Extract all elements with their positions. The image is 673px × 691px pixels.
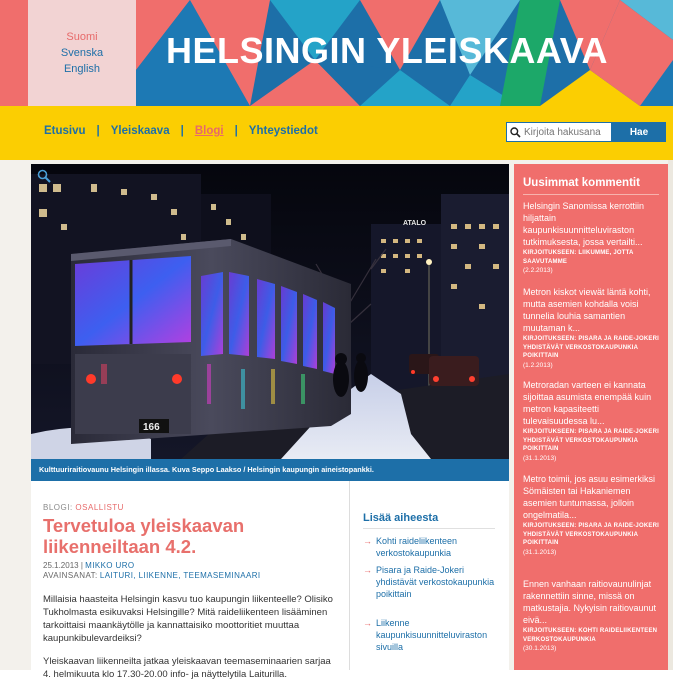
- meta-separator: |: [80, 561, 83, 570]
- image-caption: Kulttuuriraitiovaunu Helsingin illassa. Kuva Seppo Laakso / Helsingin kaupungin aineistopankki.: [31, 459, 509, 481]
- nav-separator: |: [234, 125, 238, 137]
- article-paragraph: Millaisia haasteita Helsingin kasvu tuo kaupungin liikenteelle? Olisiko Tukholmasta esikuvaksi Helsingille? Mitä raideliikenteen lisääminen tarkoittaisi maankäytölle ja kannattaisiko moottoritiet muuttaa kaupunkibulevardeiksi?: [43, 594, 333, 644]
- arrow-icon: →: [363, 536, 372, 546]
- related-link[interactable]: [363, 535, 498, 559]
- lang-english[interactable]: English: [63, 63, 101, 75]
- related-link-label: Liikenne kaupunkisuunnitteluviraston sivuilla: [376, 618, 488, 652]
- comment-text[interactable]: Metro toimii, jos asuu esimerkiksi Sömäisten tai Hakaniemen asemien tuntumassa, jolloin ongelmatila...: [523, 474, 656, 520]
- comment-text[interactable]: Metroradan varteen ei kannata sijoittaa asumista enempää kuin metron kapasiteetti tulevaisuudessa lu...: [523, 380, 652, 426]
- comment-date: (1.2.2013): [523, 361, 553, 369]
- article-keywords[interactable]: LAITURI, LIIKENNE, TEEMASEMINAARI: [99, 571, 261, 580]
- site-title[interactable]: HELSINGIN YLEISKAAVA: [166, 30, 609, 71]
- breadcrumb-category[interactable]: OSALLISTU: [75, 503, 124, 512]
- comment-item: [523, 200, 659, 275]
- keywords-label: AVAINSANAT:: [43, 571, 98, 580]
- breadcrumb: [43, 503, 124, 512]
- search-box: [506, 122, 666, 142]
- site-header: [0, 0, 673, 106]
- search-icon: [510, 127, 521, 138]
- article-author[interactable]: MIKKO URO: [85, 561, 135, 570]
- breadcrumb-section: BLOGI:: [43, 503, 73, 512]
- arrow-icon: →: [363, 618, 372, 628]
- search-input[interactable]: [521, 127, 604, 138]
- nav-yleiskaava[interactable]: Yleiskaava: [110, 125, 170, 137]
- related-divider: [363, 528, 495, 529]
- arrow-icon: →: [363, 565, 372, 575]
- comment-item: [523, 379, 659, 463]
- language-switcher: [28, 0, 136, 106]
- comment-text[interactable]: Helsingin Sanomissa kerrottiin hiljattain kaupunkisuunnitteluviraston tutkimuksesta, jossa vertailti...: [523, 201, 645, 247]
- comments-divider: [523, 194, 659, 195]
- comment-text[interactable]: Metron kiskot viewät läntä kohti, mutta asemien kohdalla voisi tunnelia louhia samantien muutaman k...: [523, 287, 651, 333]
- comment-item: [523, 578, 659, 653]
- tram-photo: [31, 164, 509, 459]
- comment-source[interactable]: KIRJOITUKSEEN: KOHTI RAIDELIIKENTEEN VERKOSTOKAUPUNKIA: [523, 628, 658, 643]
- search-field: [506, 122, 612, 142]
- comment-date: (31.1.2013): [523, 454, 557, 462]
- nav-blogi[interactable]: Blogi: [194, 125, 224, 137]
- article-body: [43, 593, 333, 691]
- content-right-edge: [668, 160, 673, 670]
- hero-image[interactable]: [31, 164, 509, 459]
- comment-date: (31.1.2013): [523, 548, 557, 556]
- article-paragraph: Yleiskaavan liikenneilta jatkaa yleiskaavan teemaseminaarien sarjaa 4. helmikuuta klo 17.30-20.00 info- ja näyttelytila Laiturilla.: [43, 656, 331, 680]
- related-link[interactable]: [363, 564, 498, 600]
- nav-yhteystiedot[interactable]: Yhteystiedot: [248, 125, 318, 137]
- lang-svenska[interactable]: Svenska: [60, 47, 104, 59]
- related-title: Lisää aiheesta: [363, 512, 439, 524]
- comment-source[interactable]: KIRJOITUKSEEN: PISARA JA RAIDE-JOKERI YHDISTÄVÄT VERKOSTOKAUPUNKIA POIKITTAIN: [523, 429, 659, 452]
- nav-separator: |: [96, 125, 100, 137]
- comment-source[interactable]: KIRJOITUKSEEN: PISARA JA RAIDE-JOKERI YHDISTÄVÄT VERKOSTOKAUPUNKIA POIKITTAIN: [523, 523, 659, 546]
- related-link[interactable]: [363, 617, 498, 653]
- article-title[interactable]: Tervetuloa yleiskaavan liikenneiltaan 4.2.: [43, 515, 245, 557]
- lang-suomi[interactable]: Suomi: [66, 31, 98, 43]
- magnify-icon[interactable]: [37, 169, 51, 183]
- comment-item: [523, 286, 659, 370]
- nav-menu: [44, 125, 318, 137]
- comments-title: Uusimmat kommentit: [523, 177, 640, 189]
- comment-item: [523, 473, 659, 557]
- building-sign: ATALO: [403, 220, 427, 227]
- related-link-label: Pisara ja Raide-Jokeri yhdistävät verkostokaupunkia poikittain: [376, 565, 495, 599]
- search-button[interactable]: Hae: [612, 122, 666, 142]
- nav-etusivu[interactable]: Etusivu: [44, 125, 86, 137]
- comment-text[interactable]: Ennen vanhaan raitiovaunulinjat rakennettiin sinne, missä on matkustajia. Nykyisin raitiovaunut eivä...: [523, 579, 657, 625]
- tram-number: 166: [143, 422, 160, 433]
- related-link-label: Kohti raideliikenteen verkostokaupunkia: [376, 536, 458, 558]
- comment-source[interactable]: KIRJOITUKSEEN: LIIKUMME, JOTTA SAAVUTAMME: [523, 250, 634, 265]
- comment-date: (30.1.2013): [523, 645, 557, 652]
- comment-source[interactable]: KIRJOITUKSEEN: PISARA JA RAIDE-JOKERI YHDISTÄVÄT VERKOSTOKAUPUNKIA POIKITTAIN: [523, 336, 659, 359]
- comment-date: (2.2.2013): [523, 267, 553, 274]
- article-meta: [43, 561, 261, 581]
- article-date: 25.1.2013: [43, 561, 79, 570]
- nav-separator: |: [180, 125, 184, 137]
